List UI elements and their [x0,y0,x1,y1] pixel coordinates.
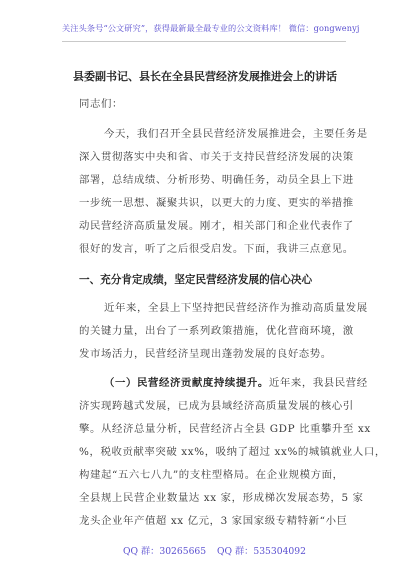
intro-line: 很好的发言，听了之后很受启发。下面，我讲三点意见。 [79,243,354,255]
intro-line: 深入贯彻落实中央和省、市关于支持民营经济发展的决策 [79,151,354,163]
header-promo-link[interactable]: 关注头条号“公文研究”，获得最新最全最专业的公文资料库！ 微信：gongwenyj [62,23,360,33]
subsection-line: 构建起“五六七八九”的支柱型格局。在企业规模方面， [79,469,344,481]
intro-line: 今天，我们召开全县民营经济发展推进会，主要任务是 [104,128,368,140]
footer-qq-group-1[interactable]: QQ 群：30265665 [123,546,207,557]
section-line: 发市场活力，民营经济呈现出蓬勃发展的良好态势。 [79,348,332,360]
footer-qq-group-2[interactable]: QQ 群：535304092 [217,546,306,557]
intro-line: 一步统一思想、凝聚共识，以更大的力度、更实的举措推 [79,197,354,209]
subsection-line: 全县规上民营企业数量达 xx 家，形成梯次发展态势，5 家 [79,492,364,504]
subsection-first-line [104,377,368,390]
subsection-line: 济实现跨越式发展，已成为县域经济高质量发展的核心引 [79,400,354,412]
subsection-line: %，税收贡献率突破 xx%，吸纳了超过 xx%的城镇就业人口， [79,446,386,458]
subsection-label: （一）民营经济贡献度持续提升。 [104,377,269,389]
section-line: 的关键力量，出台了一系列政策措施，优化营商环境，激 [79,325,354,337]
header-divider [62,41,346,42]
section-line: 近年来，全县上下坚持把民营经济作为推动高质量发展 [104,302,368,314]
subsection-line: 龙头企业年产值超 xx 亿元，3 家国家级专精特新“小巨 [79,515,348,527]
section-heading: 一、充分肯定成绩，坚定民营经济发展的信心决心 [79,274,313,286]
intro-line: 部署，总结成绩、分析形势、明确任务，动员全县上下进 [79,174,354,186]
document-title: 县委副书记、县长在全县民营经济发展推进会上的讲话 [73,70,337,83]
subsection-line: 擎。从经济总量分析，民营经济占全县 GDP 比重攀升至 xx [79,423,371,435]
salutation: 同志们： [79,98,123,110]
intro-line: 动民营经济高质量发展。刚才，相关部门和企业代表作了 [79,220,354,232]
subsection-first-text: 近年来，我县民营经 [268,377,368,389]
